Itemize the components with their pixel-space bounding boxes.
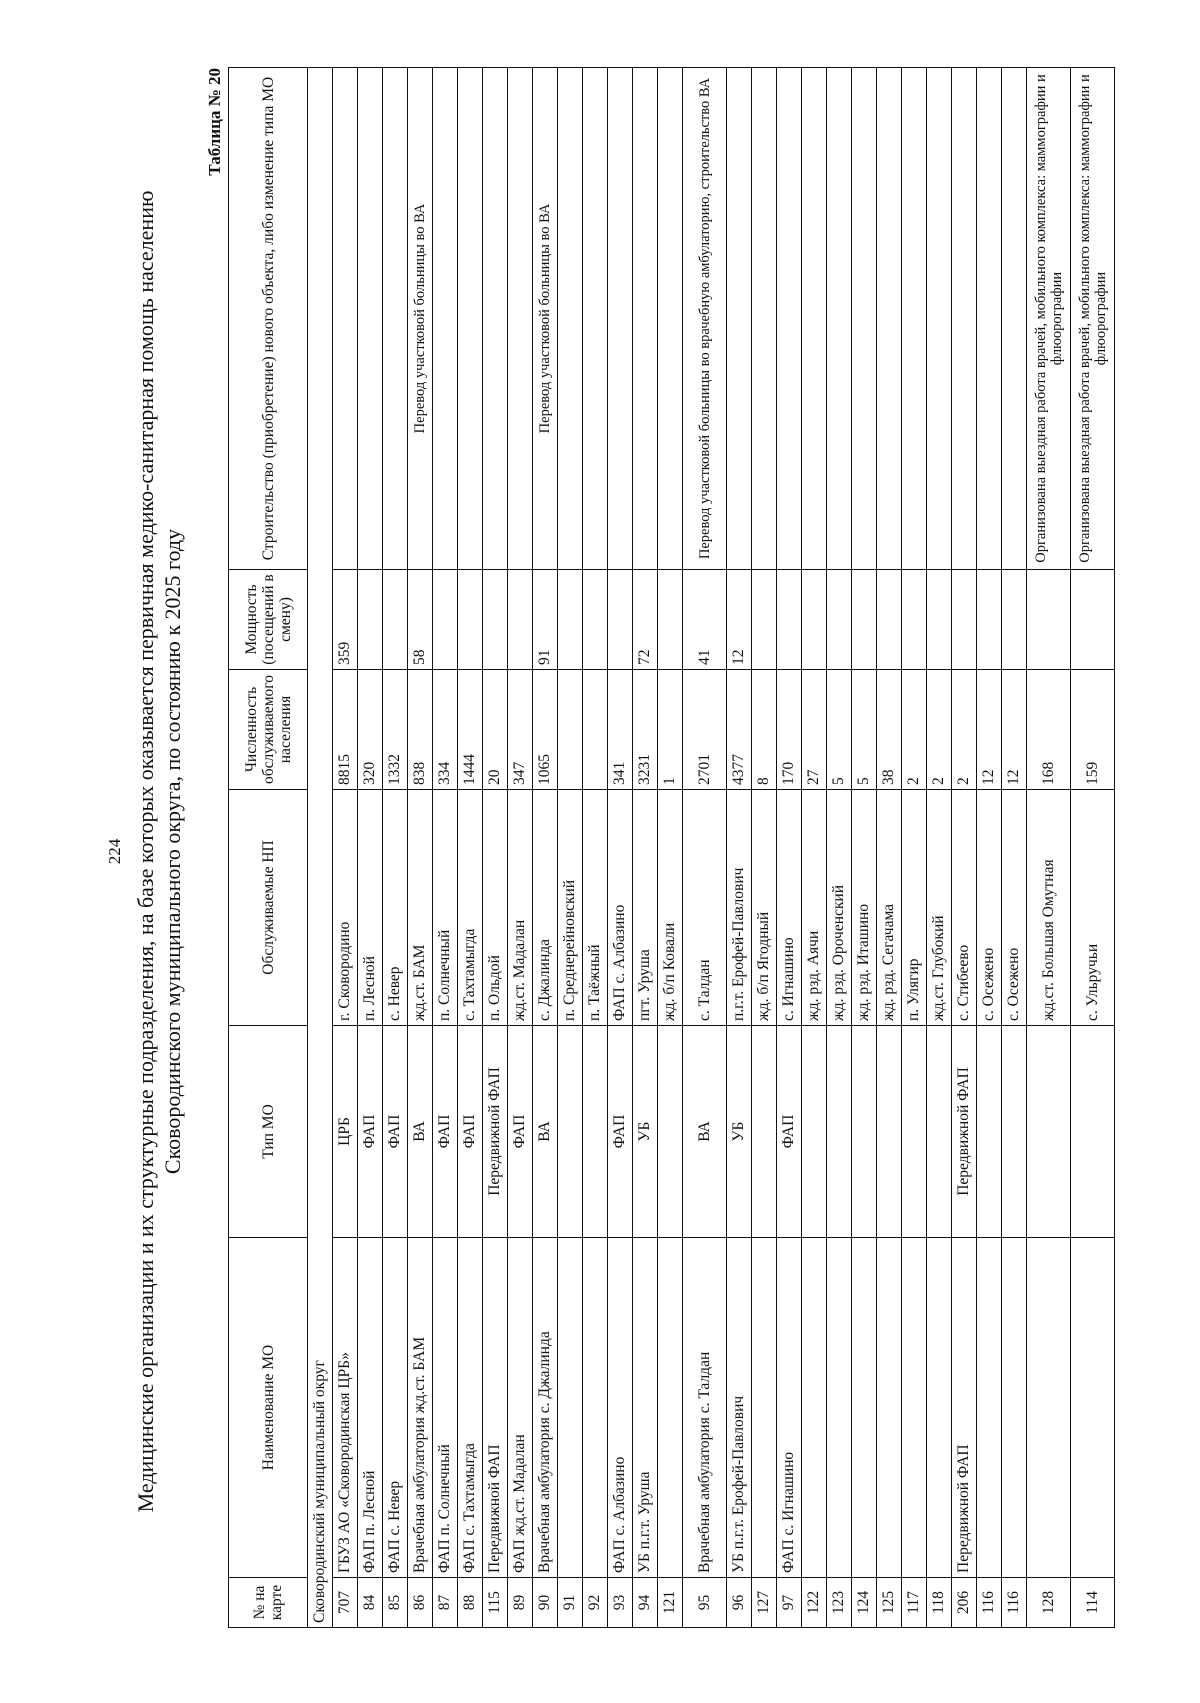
row-capacity bbox=[483, 570, 508, 670]
row-type bbox=[752, 1026, 777, 1238]
header-capacity: Мощность (посещений в смену) bbox=[229, 570, 308, 670]
table-row bbox=[852, 68, 877, 1628]
row-capacity bbox=[1027, 570, 1071, 670]
row-type: ФАП bbox=[358, 1026, 383, 1238]
row-construction bbox=[483, 68, 508, 570]
row-type: УБ bbox=[633, 1026, 658, 1238]
row-population: 838 bbox=[408, 670, 433, 790]
row-np: г. Сковородино bbox=[333, 790, 358, 1026]
row-num: 123 bbox=[827, 1578, 852, 1628]
table-row bbox=[777, 68, 802, 1628]
row-type bbox=[902, 1026, 927, 1238]
table-row bbox=[927, 68, 952, 1628]
row-construction bbox=[952, 68, 977, 570]
row-type bbox=[802, 1026, 827, 1238]
row-type: ВА bbox=[408, 1026, 433, 1238]
row-num: 88 bbox=[458, 1578, 483, 1628]
row-num: 91 bbox=[558, 1578, 583, 1628]
row-num: 117 bbox=[902, 1578, 927, 1628]
row-capacity bbox=[383, 570, 408, 670]
row-type: ФАП bbox=[777, 1026, 802, 1238]
table-row bbox=[877, 68, 902, 1628]
row-type bbox=[977, 1026, 1002, 1238]
row-name: Передвижной ФАП bbox=[483, 1238, 508, 1578]
row-num: 116 bbox=[977, 1578, 1002, 1628]
row-name bbox=[877, 1238, 902, 1578]
row-num: 86 bbox=[408, 1578, 433, 1628]
row-name: ФАП с. Игнашино bbox=[777, 1238, 802, 1578]
row-np: с. Джалинда bbox=[533, 790, 558, 1026]
row-population bbox=[583, 670, 608, 790]
row-num: 127 bbox=[752, 1578, 777, 1628]
row-capacity bbox=[508, 570, 533, 670]
row-np: п. Солнечный bbox=[433, 790, 458, 1026]
row-type bbox=[583, 1026, 608, 1238]
table-row bbox=[827, 68, 852, 1628]
table-row bbox=[633, 68, 658, 1628]
row-type bbox=[1002, 1026, 1027, 1238]
row-type: Передвижной ФАП bbox=[483, 1026, 508, 1238]
row-name bbox=[1002, 1238, 1027, 1578]
row-type: ВА bbox=[683, 1026, 727, 1238]
row-capacity: 91 bbox=[533, 570, 558, 670]
table-row bbox=[952, 68, 977, 1628]
row-num: 84 bbox=[358, 1578, 383, 1628]
table-row bbox=[683, 68, 727, 1628]
row-construction bbox=[1002, 68, 1027, 570]
row-np: жд. б/п Ковали bbox=[658, 790, 683, 1026]
row-capacity bbox=[558, 570, 583, 670]
row-population: 168 bbox=[1027, 670, 1071, 790]
row-np: с. Невер bbox=[383, 790, 408, 1026]
row-type bbox=[827, 1026, 852, 1238]
table-body bbox=[308, 68, 1115, 1628]
page-number: 224 bbox=[105, 838, 124, 865]
row-capacity bbox=[927, 570, 952, 670]
table-row bbox=[1027, 68, 1071, 1628]
row-num: 90 bbox=[533, 1578, 558, 1628]
row-num: 125 bbox=[877, 1578, 902, 1628]
row-name: ФАП с. Тахтамыгда bbox=[458, 1238, 483, 1578]
row-construction bbox=[658, 68, 683, 570]
table-row bbox=[383, 68, 408, 1628]
row-type: УБ bbox=[727, 1026, 752, 1238]
row-construction bbox=[583, 68, 608, 570]
document-title bbox=[132, 0, 186, 1703]
row-capacity bbox=[902, 570, 927, 670]
row-num: 87 bbox=[433, 1578, 458, 1628]
row-type: ФАП bbox=[383, 1026, 408, 1238]
row-np: с. Стибеево bbox=[952, 790, 977, 1026]
table-row bbox=[802, 68, 827, 1628]
row-capacity bbox=[952, 570, 977, 670]
row-construction bbox=[633, 68, 658, 570]
row-population: 159 bbox=[1071, 670, 1115, 790]
row-num: 85 bbox=[383, 1578, 408, 1628]
row-name: УБ п.г.т. Уруша bbox=[633, 1238, 658, 1578]
row-population: 8 bbox=[752, 670, 777, 790]
row-capacity: 72 bbox=[633, 570, 658, 670]
row-capacity bbox=[1002, 570, 1027, 670]
row-capacity bbox=[752, 570, 777, 670]
row-type: ФАП bbox=[508, 1026, 533, 1238]
row-construction bbox=[827, 68, 852, 570]
row-capacity: 12 bbox=[727, 570, 752, 670]
row-np: с. Игнашино bbox=[777, 790, 802, 1026]
row-population: 341 bbox=[608, 670, 633, 790]
row-population: 12 bbox=[1002, 670, 1027, 790]
row-np: жд.ст. БАМ bbox=[408, 790, 433, 1026]
row-num: 96 bbox=[727, 1578, 752, 1628]
row-name bbox=[583, 1238, 608, 1578]
row-construction: Организована выездная работа врачей, мобильного комплекса: маммографии и флюорографии bbox=[1027, 68, 1071, 570]
table-row bbox=[333, 68, 358, 1628]
row-np: ФАП с. Албазино bbox=[608, 790, 633, 1026]
row-capacity: 58 bbox=[408, 570, 433, 670]
row-type bbox=[1027, 1026, 1071, 1238]
row-population: 2 bbox=[927, 670, 952, 790]
row-name: ФАП п. Солнечный bbox=[433, 1238, 458, 1578]
row-np: п.г.т. Ерофей-Павлович bbox=[727, 790, 752, 1026]
row-name: Передвижной ФАП bbox=[952, 1238, 977, 1578]
row-capacity: 359 bbox=[333, 570, 358, 670]
row-construction bbox=[927, 68, 952, 570]
row-np: жд.ст. Большая Омутная bbox=[1027, 790, 1071, 1026]
row-np: с. Ульручьи bbox=[1071, 790, 1115, 1026]
row-construction bbox=[608, 68, 633, 570]
row-population: 2 bbox=[952, 670, 977, 790]
row-construction bbox=[877, 68, 902, 570]
row-construction: Перевод участковой больницы во ВА bbox=[408, 68, 433, 570]
row-np: п. Лесной bbox=[358, 790, 383, 1026]
row-construction bbox=[333, 68, 358, 570]
row-population: 12 bbox=[977, 670, 1002, 790]
header-num: № на карте bbox=[229, 1578, 308, 1628]
row-np: жд. рзд. Аячи bbox=[802, 790, 827, 1026]
row-population: 20 bbox=[483, 670, 508, 790]
row-construction: Организована выездная работа врачей, мобильного комплекса: маммографии и флюорографии bbox=[1071, 68, 1115, 570]
facilities-table bbox=[228, 67, 1115, 1628]
row-np: жд.ст. Мадалан bbox=[508, 790, 533, 1026]
row-construction bbox=[433, 68, 458, 570]
table-row bbox=[508, 68, 533, 1628]
row-name bbox=[827, 1238, 852, 1578]
row-population: 8815 bbox=[333, 670, 358, 790]
row-population: 347 bbox=[508, 670, 533, 790]
row-population: 1 bbox=[658, 670, 683, 790]
row-name bbox=[752, 1238, 777, 1578]
row-construction bbox=[752, 68, 777, 570]
row-population: 2701 bbox=[683, 670, 727, 790]
row-num: 114 bbox=[1071, 1578, 1115, 1628]
row-population: 2 bbox=[902, 670, 927, 790]
row-type bbox=[852, 1026, 877, 1238]
row-np: п. Ольдой bbox=[483, 790, 508, 1026]
table-label: Таблица № 20 bbox=[205, 68, 224, 176]
row-construction bbox=[977, 68, 1002, 570]
header-construction: Строительство (приобретение) нового объекта, либо изменение типа МО bbox=[229, 68, 308, 570]
row-construction bbox=[508, 68, 533, 570]
row-capacity: 41 bbox=[683, 570, 727, 670]
row-num: 115 bbox=[483, 1578, 508, 1628]
section-label: Сковородинский муниципальный округ bbox=[308, 68, 333, 1628]
row-np: жд.ст. Глубокий bbox=[927, 790, 952, 1026]
row-capacity bbox=[583, 570, 608, 670]
row-num: 95 bbox=[683, 1578, 727, 1628]
row-capacity bbox=[977, 570, 1002, 670]
row-type: Передвижной ФАП bbox=[952, 1026, 977, 1238]
row-np: п. Улягир bbox=[902, 790, 927, 1026]
table-row bbox=[458, 68, 483, 1628]
row-capacity bbox=[608, 570, 633, 670]
row-population: 5 bbox=[827, 670, 852, 790]
row-num: 94 bbox=[633, 1578, 658, 1628]
table-row bbox=[483, 68, 508, 1628]
row-construction bbox=[358, 68, 383, 570]
row-name bbox=[802, 1238, 827, 1578]
row-type bbox=[1071, 1026, 1115, 1238]
row-type bbox=[927, 1026, 952, 1238]
row-num: 97 bbox=[777, 1578, 802, 1628]
row-name: ФАП с. Невер bbox=[383, 1238, 408, 1578]
row-construction: Перевод участковой больницы во ВА bbox=[533, 68, 558, 570]
row-name: УБ п.г.т. Ерофей-Павлович bbox=[727, 1238, 752, 1578]
row-name: Врачебная амбулатория с. Талдан bbox=[683, 1238, 727, 1578]
row-name bbox=[1071, 1238, 1115, 1578]
row-np: жд. рзд. Ороченский bbox=[827, 790, 852, 1026]
row-type bbox=[658, 1026, 683, 1238]
row-type: ЦРБ bbox=[333, 1026, 358, 1238]
row-construction bbox=[558, 68, 583, 570]
row-name bbox=[927, 1238, 952, 1578]
row-np: с. Осежено bbox=[977, 790, 1002, 1026]
row-type: ФАП bbox=[433, 1026, 458, 1238]
row-population: 1065 bbox=[533, 670, 558, 790]
row-construction bbox=[852, 68, 877, 570]
row-name: ФАП п. Лесной bbox=[358, 1238, 383, 1578]
table-row bbox=[1071, 68, 1115, 1628]
row-name bbox=[977, 1238, 1002, 1578]
row-num: 128 bbox=[1027, 1578, 1071, 1628]
row-population: 320 bbox=[358, 670, 383, 790]
row-capacity bbox=[458, 570, 483, 670]
row-population: 4377 bbox=[727, 670, 752, 790]
row-capacity bbox=[827, 570, 852, 670]
row-construction bbox=[802, 68, 827, 570]
row-population: 170 bbox=[777, 670, 802, 790]
table-row bbox=[533, 68, 558, 1628]
row-construction: Перевод участковой больницы во врачебную амбулаторию, строительство ВА bbox=[683, 68, 727, 570]
row-name bbox=[558, 1238, 583, 1578]
row-type: ФАП bbox=[458, 1026, 483, 1238]
row-name bbox=[658, 1238, 683, 1578]
table-row bbox=[1002, 68, 1027, 1628]
row-capacity bbox=[1071, 570, 1115, 670]
row-capacity bbox=[358, 570, 383, 670]
row-capacity bbox=[877, 570, 902, 670]
title-line-2: Сковородинского муниципального округа, по состоянию к 2025 году bbox=[160, 528, 185, 1175]
row-num: 206 bbox=[952, 1578, 977, 1628]
row-population: 38 bbox=[877, 670, 902, 790]
row-np: с. Осежено bbox=[1002, 790, 1027, 1026]
row-capacity bbox=[777, 570, 802, 670]
header-name: Наименование МО bbox=[229, 1238, 308, 1578]
row-construction bbox=[458, 68, 483, 570]
row-name: ФАП жд.ст. Мадалан bbox=[508, 1238, 533, 1578]
table-row bbox=[608, 68, 633, 1628]
row-num: 116 bbox=[1002, 1578, 1027, 1628]
row-construction bbox=[727, 68, 752, 570]
table-row bbox=[977, 68, 1002, 1628]
row-type: ВА bbox=[533, 1026, 558, 1238]
row-type: ФАП bbox=[608, 1026, 633, 1238]
table-row bbox=[558, 68, 583, 1628]
row-num: 707 bbox=[333, 1578, 358, 1628]
row-population: 334 bbox=[433, 670, 458, 790]
row-name bbox=[902, 1238, 927, 1578]
table-row bbox=[727, 68, 752, 1628]
row-population: 27 bbox=[802, 670, 827, 790]
header-np: Обслуживаемые НП bbox=[229, 790, 308, 1026]
table-row bbox=[433, 68, 458, 1628]
row-name: Врачебная амбулатория с. Джалинда bbox=[533, 1238, 558, 1578]
row-num: 118 bbox=[927, 1578, 952, 1628]
row-population: 3231 bbox=[633, 670, 658, 790]
row-num: 121 bbox=[658, 1578, 683, 1628]
row-capacity bbox=[433, 570, 458, 670]
table-row bbox=[752, 68, 777, 1628]
table-row bbox=[358, 68, 383, 1628]
row-construction bbox=[902, 68, 927, 570]
row-construction bbox=[383, 68, 408, 570]
row-population: 1332 bbox=[383, 670, 408, 790]
table-row bbox=[583, 68, 608, 1628]
row-np: с. Талдан bbox=[683, 790, 727, 1026]
row-population: 5 bbox=[852, 670, 877, 790]
row-num: 92 bbox=[583, 1578, 608, 1628]
row-population: 1444 bbox=[458, 670, 483, 790]
title-line-1: Медицинские организации и их структурные подразделения, на базе которых оказывается первичная медико-санитарная помощь населению bbox=[133, 190, 158, 1513]
row-num: 124 bbox=[852, 1578, 877, 1628]
row-num: 93 bbox=[608, 1578, 633, 1628]
row-np: жд. рзд. Иташино bbox=[852, 790, 877, 1026]
section-row bbox=[308, 68, 333, 1628]
row-name bbox=[852, 1238, 877, 1578]
row-capacity bbox=[658, 570, 683, 670]
row-name bbox=[1027, 1238, 1071, 1578]
table-row bbox=[408, 68, 433, 1628]
row-np: п. Среднерейновский bbox=[558, 790, 583, 1026]
table-row bbox=[658, 68, 683, 1628]
row-name: ФАП с. Албазино bbox=[608, 1238, 633, 1578]
row-type bbox=[558, 1026, 583, 1238]
row-capacity bbox=[802, 570, 827, 670]
row-np: п. Таёжный bbox=[583, 790, 608, 1026]
row-construction bbox=[777, 68, 802, 570]
row-num: 122 bbox=[802, 1578, 827, 1628]
row-capacity bbox=[852, 570, 877, 670]
header-population: Численность обслуживаемого населения bbox=[229, 670, 308, 790]
row-type bbox=[877, 1026, 902, 1238]
row-np: с. Тахтамыгда bbox=[458, 790, 483, 1026]
row-np: жд. б/п Ягодный bbox=[752, 790, 777, 1026]
row-num: 89 bbox=[508, 1578, 533, 1628]
row-np: жд. рзд. Сегачама bbox=[877, 790, 902, 1026]
row-np: пгт. Уруша bbox=[633, 790, 658, 1026]
table-row bbox=[902, 68, 927, 1628]
row-name: ГБУЗ АО «Сковородинская ЦРБ» bbox=[333, 1238, 358, 1578]
row-population bbox=[558, 670, 583, 790]
row-name: Врачебная амбулатория жд.ст. БАМ bbox=[408, 1238, 433, 1578]
header-type: Тип МО bbox=[229, 1026, 308, 1238]
